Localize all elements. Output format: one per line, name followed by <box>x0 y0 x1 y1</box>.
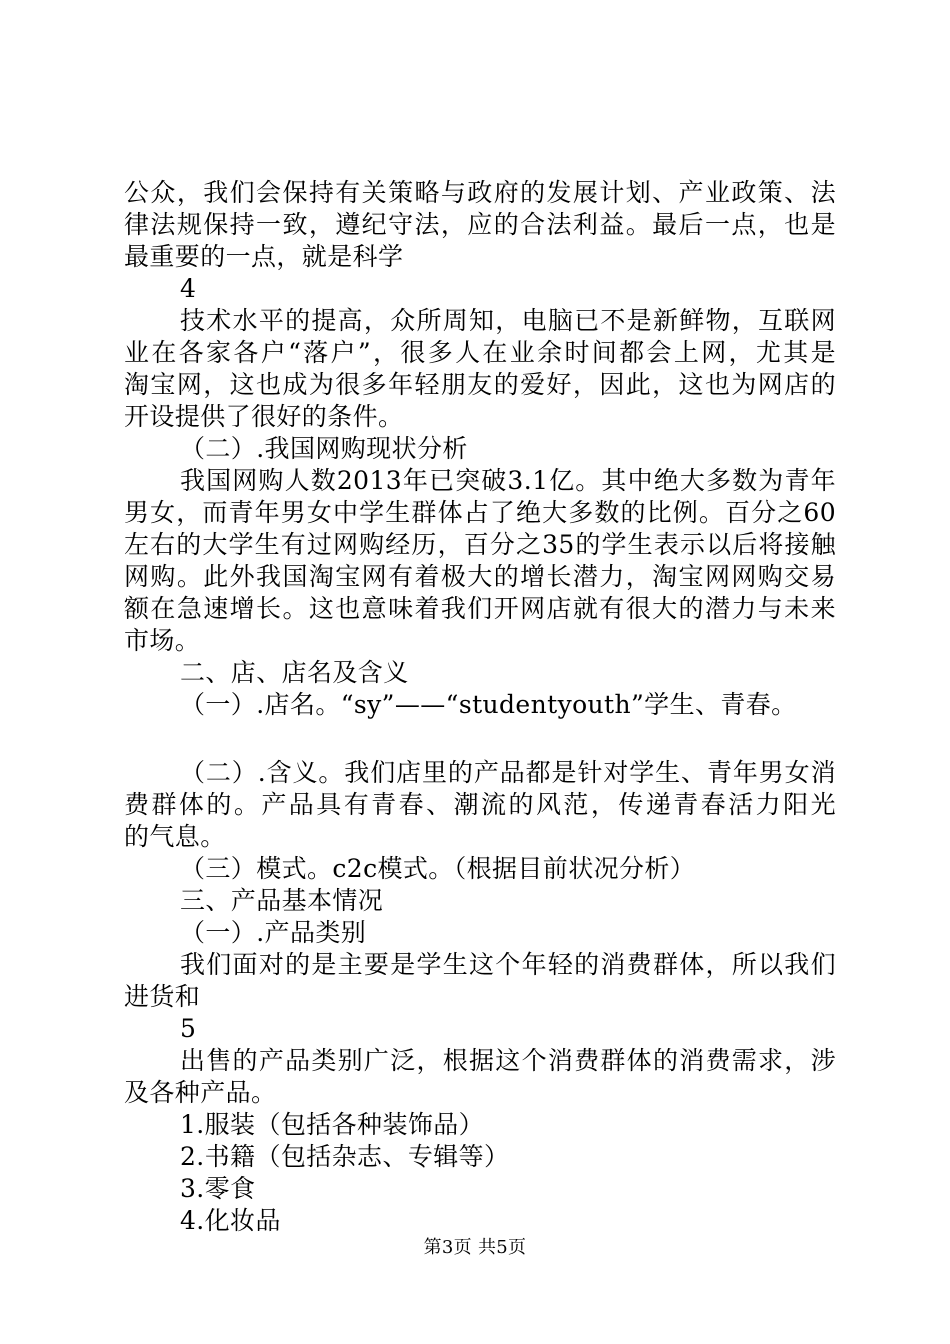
body-text-line-19: 费群体的。产品具有青春、潮流的风范，传递青春活力阳光 <box>124 790 836 819</box>
body-text-line-28: 及各种产品。 <box>124 1078 277 1107</box>
product-list-item-clothing: 1.服装（包括各种装饰品） <box>180 1110 485 1139</box>
business-model-line: （三）模式。c2c模式。（根据目前状况分析） <box>180 854 696 883</box>
body-text-line-14: 额在急速增长。这也意味着我们开网店就有很大的潜力与未来 <box>124 594 836 623</box>
body-text-line-13: 网购。此外我国淘宝网有着极大的增长潜力，淘宝网网购交易 <box>124 562 836 591</box>
store-name-definition: （一）.店名。“sy”——“studentyouth”学生、青春。 <box>180 690 797 719</box>
body-text-line-3: 最重要的一点，就是科学 <box>124 242 404 271</box>
body-text-line-10: 我国网购人数2013年已突破3.1亿。其中绝大多数为青年 <box>180 466 836 495</box>
body-text-line-1: 公众，我们会保持有关策略与政府的发展计划、产业政策、法 <box>124 178 836 207</box>
section-heading-online-shopping-status: （二）.我国网购现状分析 <box>180 434 468 463</box>
page-marker-4: 4 <box>180 274 197 303</box>
section-heading-store-name: 二、店、店名及含义 <box>180 658 409 687</box>
section-heading-products: 三、产品基本情况 <box>180 886 384 915</box>
body-text-line-18: （二）.含义。我们店里的产品都是针对学生、青年男女消 <box>180 758 836 787</box>
subsection-heading-product-categories: （一）.产品类别 <box>180 918 367 947</box>
body-text-line-6: 业在各家各户“落户”，很多人在业余时间都会上网，尤其是 <box>124 338 836 367</box>
body-text-line-24: 我们面对的是主要是学生这个年轻的消费群体，所以我们 <box>180 950 836 979</box>
body-text-line-15: 市场。 <box>124 626 201 655</box>
body-text-line-8: 开设提供了很好的条件。 <box>124 402 404 431</box>
body-text-line-27: 出售的产品类别广泛，根据这个消费群体的消费需求，涉 <box>180 1046 836 1075</box>
body-text-line-5: 技术水平的提高，众所周知，电脑已不是新鲜物，互联网 <box>180 306 836 335</box>
page-number-footer: 第3页 共5页 <box>423 1237 527 1258</box>
page-marker-5: 5 <box>180 1014 197 1043</box>
body-text-line-2: 律法规保持一致，遵纪守法，应的合法利益。最后一点，也是 <box>124 210 836 239</box>
body-text-line-20: 的气息。 <box>124 822 226 851</box>
body-text-line-25: 进货和 <box>124 982 201 1011</box>
product-list-item-cosmetics: 4.化妆品 <box>180 1206 281 1235</box>
body-text-line-12: 左右的大学生有过网购经历，百分之35的学生表示以后将接触 <box>124 530 836 559</box>
body-text-line-7: 淘宝网，这也成为很多年轻朋友的爱好，因此，这也为网店的 <box>124 370 836 399</box>
body-text-line-11: 男女，而青年男女中学生群体占了绝大多数的比例。百分之60 <box>124 498 836 527</box>
product-list-item-snacks: 3.零食 <box>180 1174 256 1203</box>
product-list-item-books: 2.书籍（包括杂志、专辑等） <box>180 1142 510 1171</box>
